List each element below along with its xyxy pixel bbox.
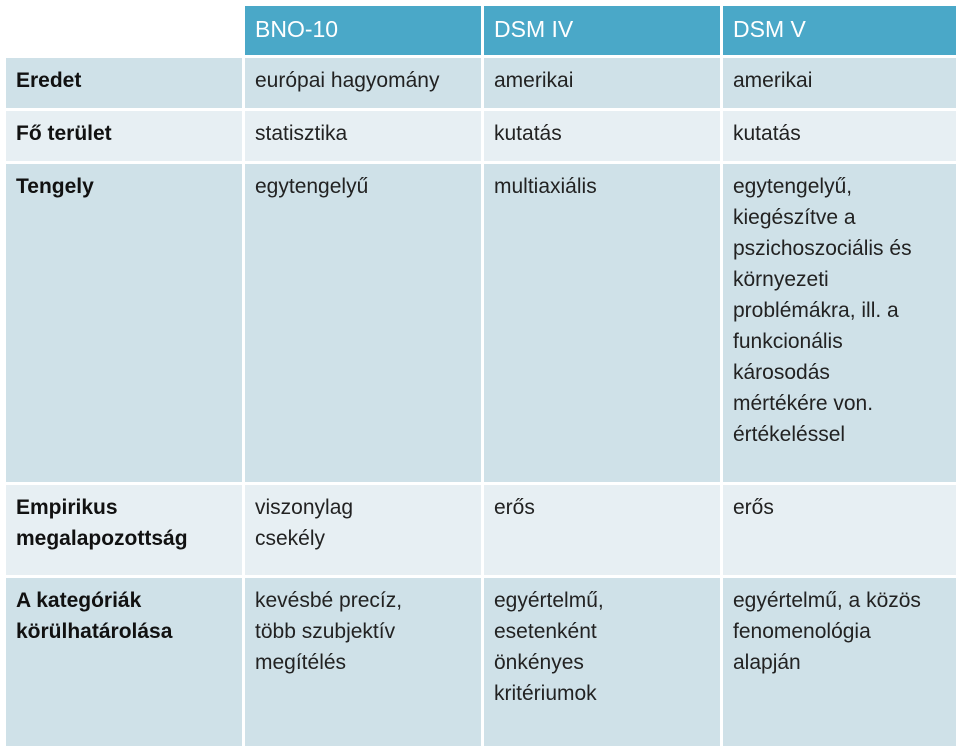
header-bno10: BNO-10	[244, 5, 483, 57]
table-row	[5, 577, 958, 748]
header-dsm-v: DSM V	[722, 5, 958, 57]
comparison-table	[3, 3, 959, 749]
table-cell: egytengelyű, kiegészítve a pszichoszociális és környezeti problémákra, ill. a funkcionális károsodás mértékére von. értékeléssel	[722, 163, 958, 484]
table-cell: viszonylag csekély	[244, 484, 483, 577]
table-row	[5, 110, 958, 163]
table-row	[5, 484, 958, 577]
row-label-tengely: Tengely	[5, 163, 244, 484]
table-cell: erős	[483, 484, 722, 577]
table-cell: kevésbé precíz, több szubjektív megítélés	[244, 577, 483, 748]
table-cell: erős	[722, 484, 958, 577]
row-label-eredet: Eredet	[5, 57, 244, 110]
table-cell: kutatás	[722, 110, 958, 163]
table-cell: statisztika	[244, 110, 483, 163]
table-cell: egytengelyű	[244, 163, 483, 484]
header-dsm-iv: DSM IV	[483, 5, 722, 57]
table-cell: amerikai	[483, 57, 722, 110]
table-cell: európai hagyomány	[244, 57, 483, 110]
table-row	[5, 57, 958, 110]
row-label-kategoriak: A kategóriák körülhatárolása	[5, 577, 244, 748]
table-cell: kutatás	[483, 110, 722, 163]
header-row	[5, 5, 958, 57]
header-corner-cell	[5, 5, 244, 57]
table-cell: egyértelmű, esetenként önkényes kritériumok	[483, 577, 722, 748]
row-label-empirikus: Empirikus megalapozottság	[5, 484, 244, 577]
comparison-table-container	[3, 3, 956, 739]
row-label-fo-terulet: Fő terület	[5, 110, 244, 163]
table-row	[5, 163, 958, 484]
table-cell: egyértelmű, a közös fenomenológia alapján	[722, 577, 958, 748]
table-cell: amerikai	[722, 57, 958, 110]
table-cell: multiaxiális	[483, 163, 722, 484]
